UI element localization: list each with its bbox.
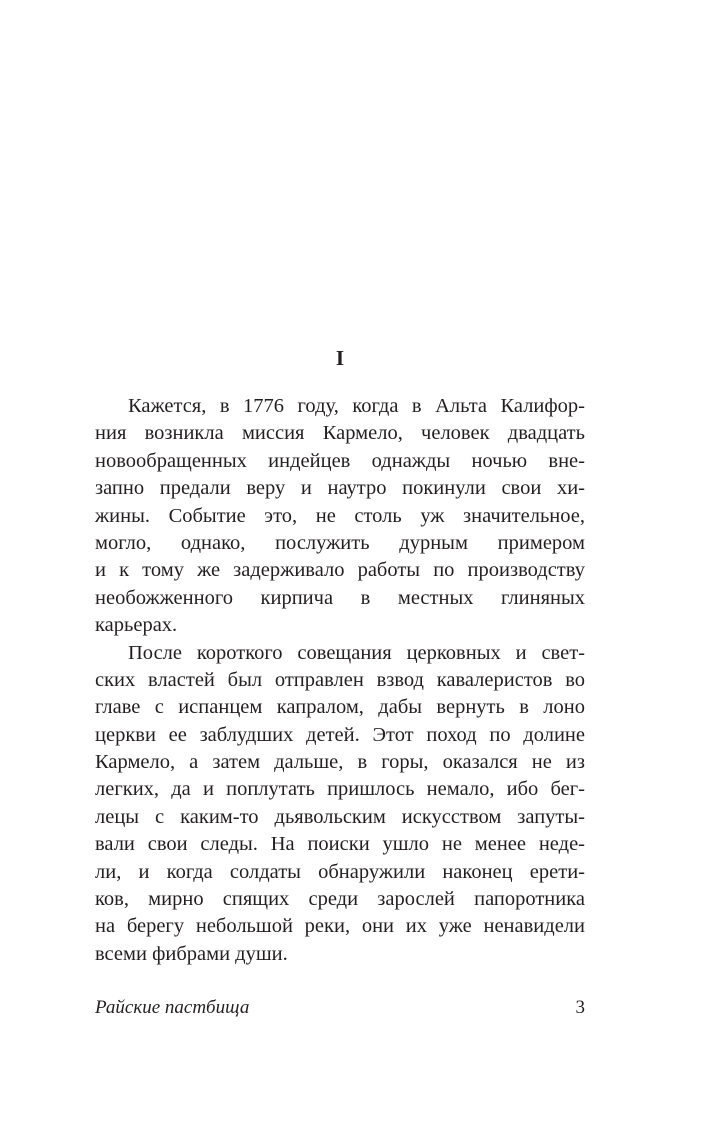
text-line: главе с испанцем капралом, дабы вернуть в лоно <box>95 696 585 719</box>
text-line: жины. Событие это, не столь уж значительное, <box>95 504 585 527</box>
text-line: После короткого совещания церковных и свет- <box>128 641 585 664</box>
text-line: запно предали веру и наутро покинули свои хи- <box>95 477 585 500</box>
paragraph <box>95 393 585 640</box>
text-line: церкви ее заблудших детей. Этот поход по долине <box>95 723 585 746</box>
text-line: лецы с каким-то дьявольским искусством запуты- <box>95 805 585 828</box>
chapter-heading: I <box>335 346 345 370</box>
page-footer <box>95 997 585 1019</box>
text-line: всеми фибрами души. <box>95 942 288 965</box>
page-number: 3 <box>575 997 585 1018</box>
text-line: ли, и когда солдаты обнаружили наконец ерети- <box>95 860 585 883</box>
paragraph <box>95 640 585 969</box>
running-title: Райские пастбища <box>95 997 250 1018</box>
text-line: легких, да и поплутать пришлось немало, ибо бег- <box>95 778 585 801</box>
text-line: и к тому же задерживало работы по производству <box>95 559 585 582</box>
text-line: могло, однако, послужить дурным примером <box>95 531 585 554</box>
text-line: новообращенных индейцев однажды ночью вне- <box>95 449 585 472</box>
text-line: ков, мирно спящих среди зарослей папоротника <box>95 888 585 911</box>
text-line: вали свои следы. На поиски ушло не менее неде- <box>95 833 585 856</box>
text-line: ских властей был отправлен взвод кавалеристов во <box>95 668 585 691</box>
text-line: Кармело, а затем дальше, в горы, оказался не из <box>95 751 585 774</box>
text-line: карьерах. <box>95 614 178 637</box>
text-line: ния возникла миссия Кармело, человек двадцать <box>95 422 585 445</box>
text-line: необожженного кирпича в местных глиняных <box>95 586 585 609</box>
text-line: Кажется, в 1776 году, когда в Альта Калифор- <box>128 395 585 417</box>
body-text <box>95 393 585 968</box>
text-line: на берегу небольшой реки, они их уже ненавидели <box>95 915 585 938</box>
